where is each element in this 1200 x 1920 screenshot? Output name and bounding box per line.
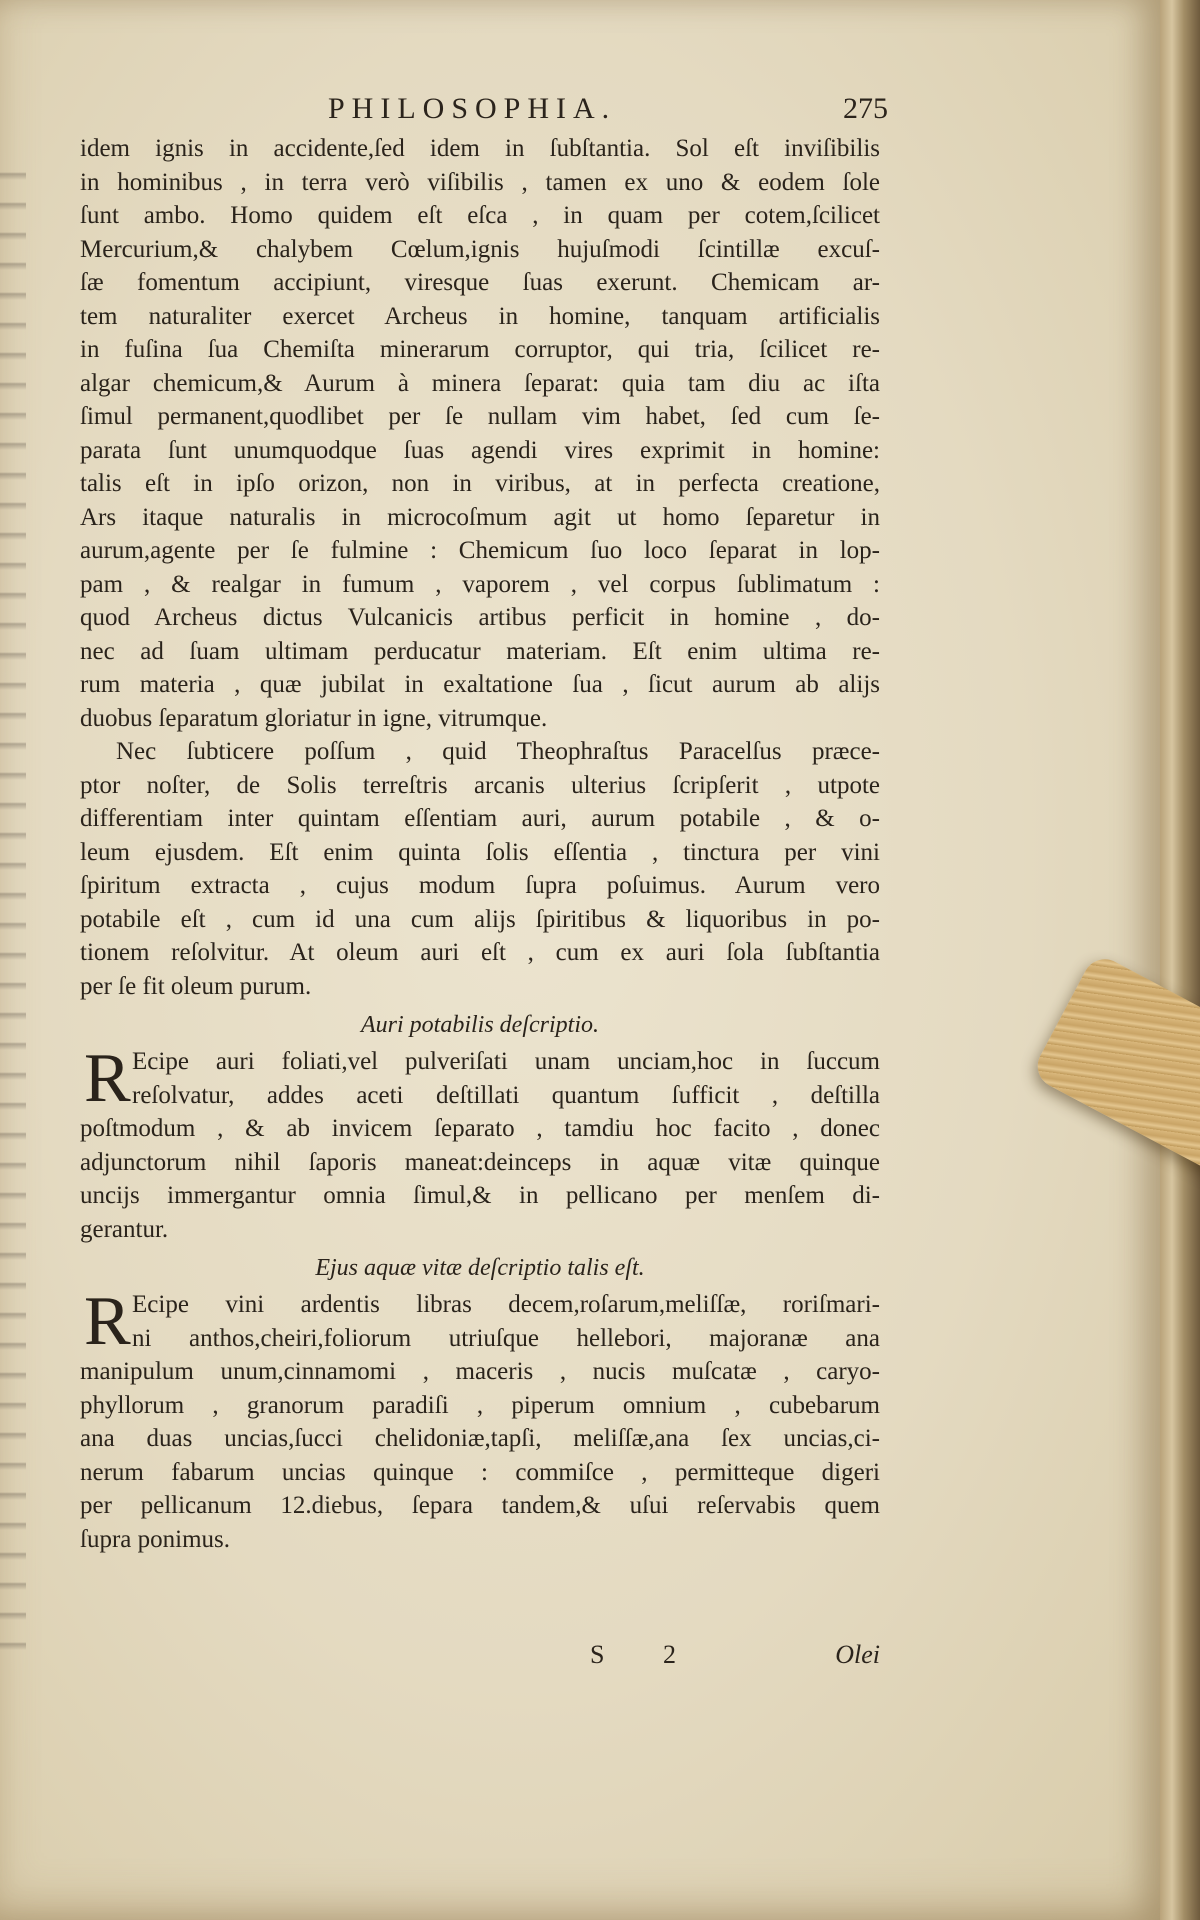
text-line: ſimul permanent,quodlibet per ſe nullam vim habet, ſed cum ſe- [80,403,880,430]
text-line: per ſe fit oleum purum. [80,972,312,1000]
text-line: tionem reſolvitur. At oleum auri eſt , cum ex auri ſola ſubſtantia [80,939,880,966]
text-line: ſunt ambo. Homo quidem eſt eſca , in quam per cotem,ſcilicet [80,202,880,229]
text-line: ni anthos,cheiri,foliorum utriuſque hellebori, majoranæ ana [132,1324,880,1352]
text-line: in fuſina ſua Chemiſta minerarum corruptor, qui tria, ſcilicet re- [80,336,880,363]
text-line: Ecipe auri foliati,vel pulveriſati unam unciam,hoc in ſuccum [132,1048,880,1075]
text-line: parata ſunt unumquodque ſuas agendi vires exprimit in homine: [80,436,880,464]
text-line: poſtmodum , & ab invicem ſeparato , tamdiu hoc facito , donec [80,1115,880,1142]
text-line: nec ad ſuam ultimam perducatur materiam. Eſt enim ultima re- [80,637,880,665]
text-line: Ars itaque naturalis in microcoſmum agit ut homo ſeparetur in [80,503,880,531]
text-line: Nec ſubticere poſſum , quid Theophraſtus Paracelſus præce- [116,738,880,765]
text-line: potabile eſt , cum id una cum alijs ſpiritibus & liquoribus in po- [80,905,880,933]
text-line: per pellicanum 12.diebus, ſepara tandem,& uſui reſervabis quem [80,1492,880,1519]
text-line: in hominibus , in terra verò viſibilis , tamen ex uno & eodem ſole [80,168,880,196]
text-line: rum materia , quæ jubilat in exaltatione ſua , ſicut aurum ab alijs [80,671,880,698]
text-line: adjunctorum nihil ſaporis maneat:deinceps in aquæ vitæ quinque [80,1148,880,1176]
text-line: ana duas uncias,ſucci chelidoniæ,tapſi, meliſſæ,ana ſex uncias,ci- [80,1425,880,1452]
text-line: idem ignis in accidente,ſed idem in ſubſtantia. Sol eſt inviſibilis [80,135,880,162]
text-line: differentiam inter quintam eſſentiam auri, aurum potabile , & o- [80,805,880,832]
drop-cap: R [84,1040,131,1117]
catchword: Olei [835,1640,880,1669]
text-line: ſæ fomentum accipiunt, viresque ſuas exerunt. Chemicam ar- [80,269,880,296]
page-stack-edge [1160,0,1200,1920]
text-line: aurum,agente per ſe fulmine : Chemicum ſuo loco ſeparat in lop- [80,537,880,564]
page-header [88,92,888,132]
text-line: ſupra ponimus. [80,1525,230,1553]
text-line: talis eſt in ipſo orizon, non in viribus, at in perfecta creatione, [80,470,880,497]
main-text [80,132,880,1556]
text-line: leum ejusdem. Eſt enim quinta ſolis eſſentia , tinctura per vini [80,838,880,866]
text-line: ſpiritum extracta , cujus modum ſupra poſuimus. Aurum vero [80,872,880,899]
recipe-2 [80,1283,880,1556]
text-line: quod Archeus dictus Vulcanicis artibus perficit in homine , do- [80,604,880,631]
text-line: ptor noſter, de Solis terreſtris arcanis ulterius ſcripſerit , utpote [80,771,880,799]
paragraph-2 [80,735,880,1003]
text-line: uncijs immergantur omnia ſimul,& in pellicano per menſem di- [80,1182,880,1209]
recipe-1 [80,1040,880,1246]
text-line: nerum fabarum uncias quinque : commiſce , permitteque digeri [80,1458,880,1486]
drop-cap: R [84,1283,131,1360]
text-line: manipulum unum,cinnamomi , maceris , nucis muſcatæ , caryo- [80,1358,880,1385]
running-head: PHILOSOPHIA. [328,92,617,125]
signature-mark: S 2 [590,1640,702,1669]
paragraph-1 [80,132,880,735]
text-line: phyllorum , granorum paradiſi , piperum omnium , cubebarum [80,1391,880,1419]
text-line: reſolvatur, addes aceti deſtillati quantum ſufficit , deſtilla [132,1081,880,1109]
text-line: Ecipe vini ardentis libras decem,roſarum,meliſſæ, roriſmari- [132,1291,880,1318]
text-line: tem naturaliter exercet Archeus in homine, tanquam artificialis [80,302,880,330]
page-number: 275 [843,92,888,125]
section-heading: Auri potabilis deſcriptio. [361,1012,599,1038]
text-line: algar chemicum,& Aurum à minera ſeparat: quia tam diu ac iſta [80,369,880,397]
text-line: gerantur. [80,1215,169,1243]
text-line: duobus ſeparatum gloriatur in igne, vitrumque. [80,704,548,732]
section-heading: Ejus aquæ vitæ deſcriptio talis eſt. [315,1255,645,1281]
left-margin-bleed [0,150,26,1650]
text-line: pam , & realgar in fumum , vaporem , vel corpus ſublimatum : [80,570,880,598]
page-footer [80,1640,880,1680]
text-line: Mercurium,& chalybem Cœlum,ignis hujuſmodi ſcintillæ excuſ- [80,235,880,263]
